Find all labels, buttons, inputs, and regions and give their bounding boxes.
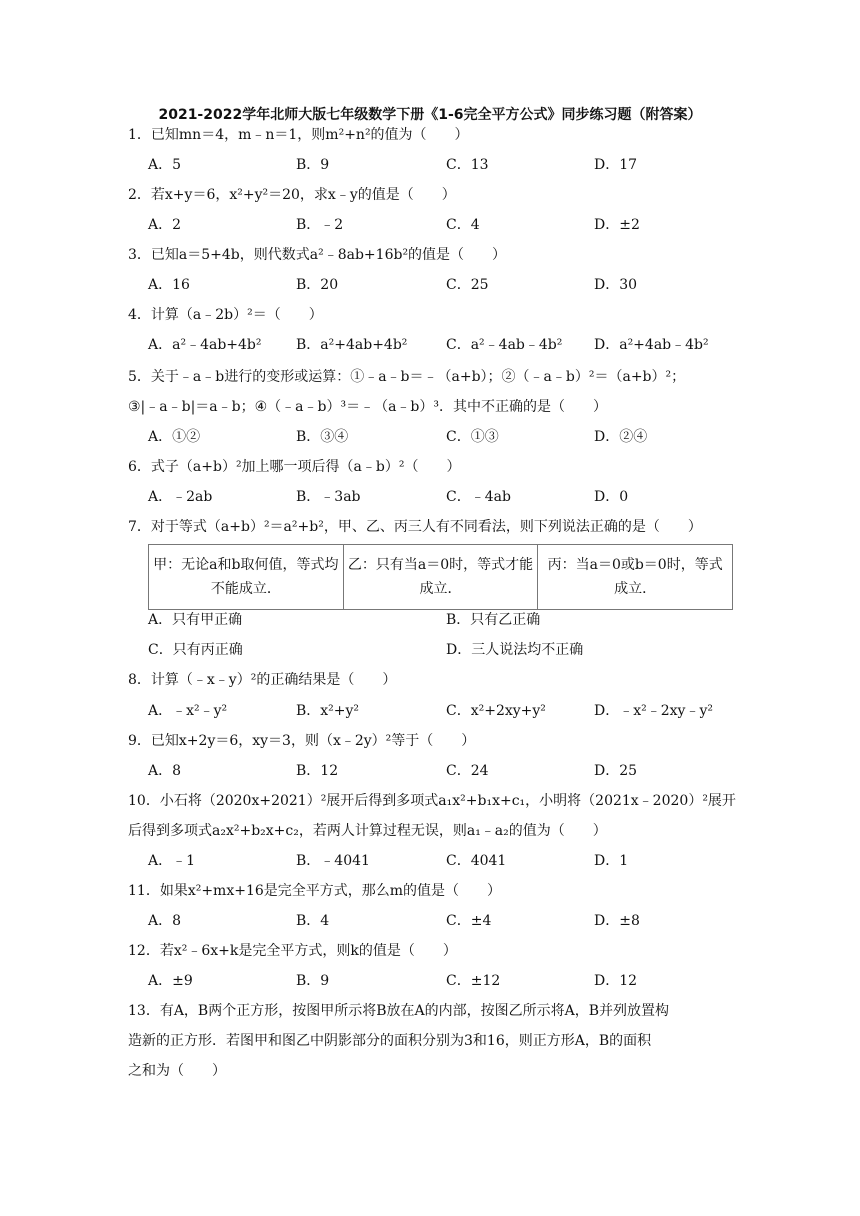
question-stem: 3．已知a＝5+4b，则代数式a²﹣8ab+16b²的值是（ ） [128, 247, 507, 263]
option-b: B．9 [296, 157, 330, 173]
option-d: D．30 [594, 277, 638, 293]
option-c: C．①③ [446, 429, 499, 445]
question-7 [128, 512, 738, 542]
page-title: 2021-2022学年北师大版七年级数学下册《1-6完全平方公式》同步练习题（附答案） [158, 107, 702, 123]
option-b: B．a²+4ab+4b² [296, 337, 408, 353]
option-a: A．a²﹣4ab+4b² [148, 337, 262, 353]
option-d: D．±8 [594, 913, 640, 929]
question-stem: 8．计算（﹣x﹣y）²的正确结果是（ ） [128, 672, 397, 688]
question-10 [128, 786, 738, 846]
opinions-table [148, 544, 733, 610]
option-b: B．9 [296, 973, 330, 989]
question-stem: 11．如果x²+mx+16是完全平方式，那么m的值是（ ） [128, 883, 502, 899]
table-cell-jia: 甲：无论a和b取何值，等式均不能成立． [149, 545, 344, 610]
question-stem: 9．已知x+2y＝6，xy＝3，则（x﹣2y）²等于（ ） [128, 733, 476, 749]
question-5 [128, 362, 738, 422]
question-stem-line-3: 之和为（ ） [128, 1063, 226, 1079]
option-a: A．只有甲正确 [148, 612, 243, 628]
option-b: B．﹣2 [296, 217, 344, 233]
question-12 [128, 936, 738, 966]
option-c: C．﹣4ab [446, 489, 511, 505]
option-b: B．4 [296, 913, 330, 929]
option-c: C．13 [446, 157, 489, 173]
question-4 [128, 300, 738, 330]
option-a: A．2 [148, 217, 182, 233]
option-c: C．25 [446, 277, 489, 293]
question-stem: 12．若x²﹣6x+k是完全平方式，则k的值是（ ） [128, 943, 457, 959]
question-13 [128, 996, 738, 1086]
question-stem: 10．小石将（2020x+2021）²展开后得到多项式a₁x²+b₁x+c₁，小明将（2021x﹣2020）²展开 [128, 793, 736, 809]
option-d: D．三人说法均不正确 [446, 642, 584, 658]
option-a: A．16 [148, 277, 190, 293]
question-stem-line-2: 后得到多项式a₂x²+b₂x+c₂，若两人计算过程无误，则a₁﹣a₂的值为（ ） [128, 823, 607, 839]
question-2 [128, 180, 738, 210]
option-c: C．24 [446, 763, 489, 779]
option-a: A．①② [148, 429, 201, 445]
options-5 [148, 422, 748, 452]
option-d: D．17 [594, 157, 638, 173]
option-d: D．12 [594, 973, 638, 989]
options-7 [148, 605, 748, 665]
options-4 [148, 330, 748, 360]
option-a: A．﹣x²﹣y² [148, 703, 228, 719]
table-row [149, 545, 733, 610]
options-11 [148, 906, 748, 936]
option-b: B．只有乙正确 [446, 612, 541, 628]
options-10 [148, 846, 748, 876]
question-1 [128, 120, 738, 150]
options-8 [148, 696, 748, 726]
option-c: C．x²+2xy+y² [446, 703, 546, 719]
option-b: B．20 [296, 277, 339, 293]
option-c: C．±4 [446, 913, 492, 929]
question-stem: 13．有A，B两个正方形，按图甲所示将B放在A的内部，按图乙所示将A，B并列放置构 [128, 1003, 670, 1019]
question-3 [128, 240, 738, 270]
option-a: A．8 [148, 763, 182, 779]
options-12 [148, 966, 748, 996]
option-d: D．±2 [594, 217, 640, 233]
option-a: A．±9 [148, 973, 193, 989]
question-6 [128, 452, 738, 482]
question-9 [128, 726, 738, 756]
option-a: A．﹣1 [148, 853, 196, 869]
table-cell-bing: 丙：当a＝0或b＝0时，等式成立． [538, 545, 733, 610]
option-b: B．③④ [296, 429, 349, 445]
options-6 [148, 482, 748, 512]
question-8 [128, 665, 738, 695]
question-11 [128, 876, 738, 906]
question-stem: 1．已知mn＝4，m﹣n＝1，则m²+n²的值为（ ） [128, 127, 469, 143]
question-stem-line-2: ③|﹣a﹣b|＝a﹣b；④（﹣a﹣b）³＝﹣（a﹣b）³．其中不正确的是（ ） [128, 399, 607, 415]
question-stem: 7．对于等式（a+b）²＝a²+b²，甲、乙、丙三人有不同看法，则下列说法正确的是（ ） [128, 519, 702, 535]
option-c: C．4 [446, 217, 480, 233]
question-stem: 4．计算（a﹣2b）²＝（ ） [128, 307, 323, 323]
option-b: B．12 [296, 763, 339, 779]
table-cell-yi: 乙：只有当a＝0时，等式才能成立． [343, 545, 538, 610]
option-a: A．﹣2ab [148, 489, 213, 505]
options-9 [148, 756, 748, 786]
question-stem: 5．关于﹣a﹣b进行的变形或运算：①﹣a﹣b＝﹣（a+b）；②（﹣a﹣b）²＝（a+b）²； [128, 369, 686, 385]
question-stem: 2．若x+y＝6，x²+y²＝20，求x﹣y的值是（ ） [128, 187, 456, 203]
option-b: B．x²+y² [296, 703, 360, 719]
option-d: D．②④ [594, 429, 648, 445]
options-3 [148, 270, 748, 300]
question-stem-line-2: 造新的正方形．若图甲和图乙中阴影部分的面积分别为3和16，则正方形A，B的面积 [128, 1033, 652, 1049]
option-d: D．﹣x²﹣2xy﹣y² [594, 703, 713, 719]
option-a: A．8 [148, 913, 182, 929]
option-b: B．﹣3ab [296, 489, 361, 505]
option-c: C．±12 [446, 973, 501, 989]
question-stem: 6．式子（a+b）²加上哪一项后得（a﹣b）²（ ） [128, 459, 461, 475]
option-c: C．4041 [446, 853, 507, 869]
option-c: C．a²﹣4ab﹣4b² [446, 337, 563, 353]
option-c: C．只有丙正确 [148, 642, 243, 658]
option-d: D．a²+4ab﹣4b² [594, 337, 709, 353]
options-1 [148, 150, 748, 180]
option-d: D．25 [594, 763, 638, 779]
option-b: B．﹣4041 [296, 853, 370, 869]
options-2 [148, 210, 748, 240]
option-d: D．1 [594, 853, 629, 869]
option-a: A．5 [148, 157, 182, 173]
option-d: D．0 [594, 489, 629, 505]
